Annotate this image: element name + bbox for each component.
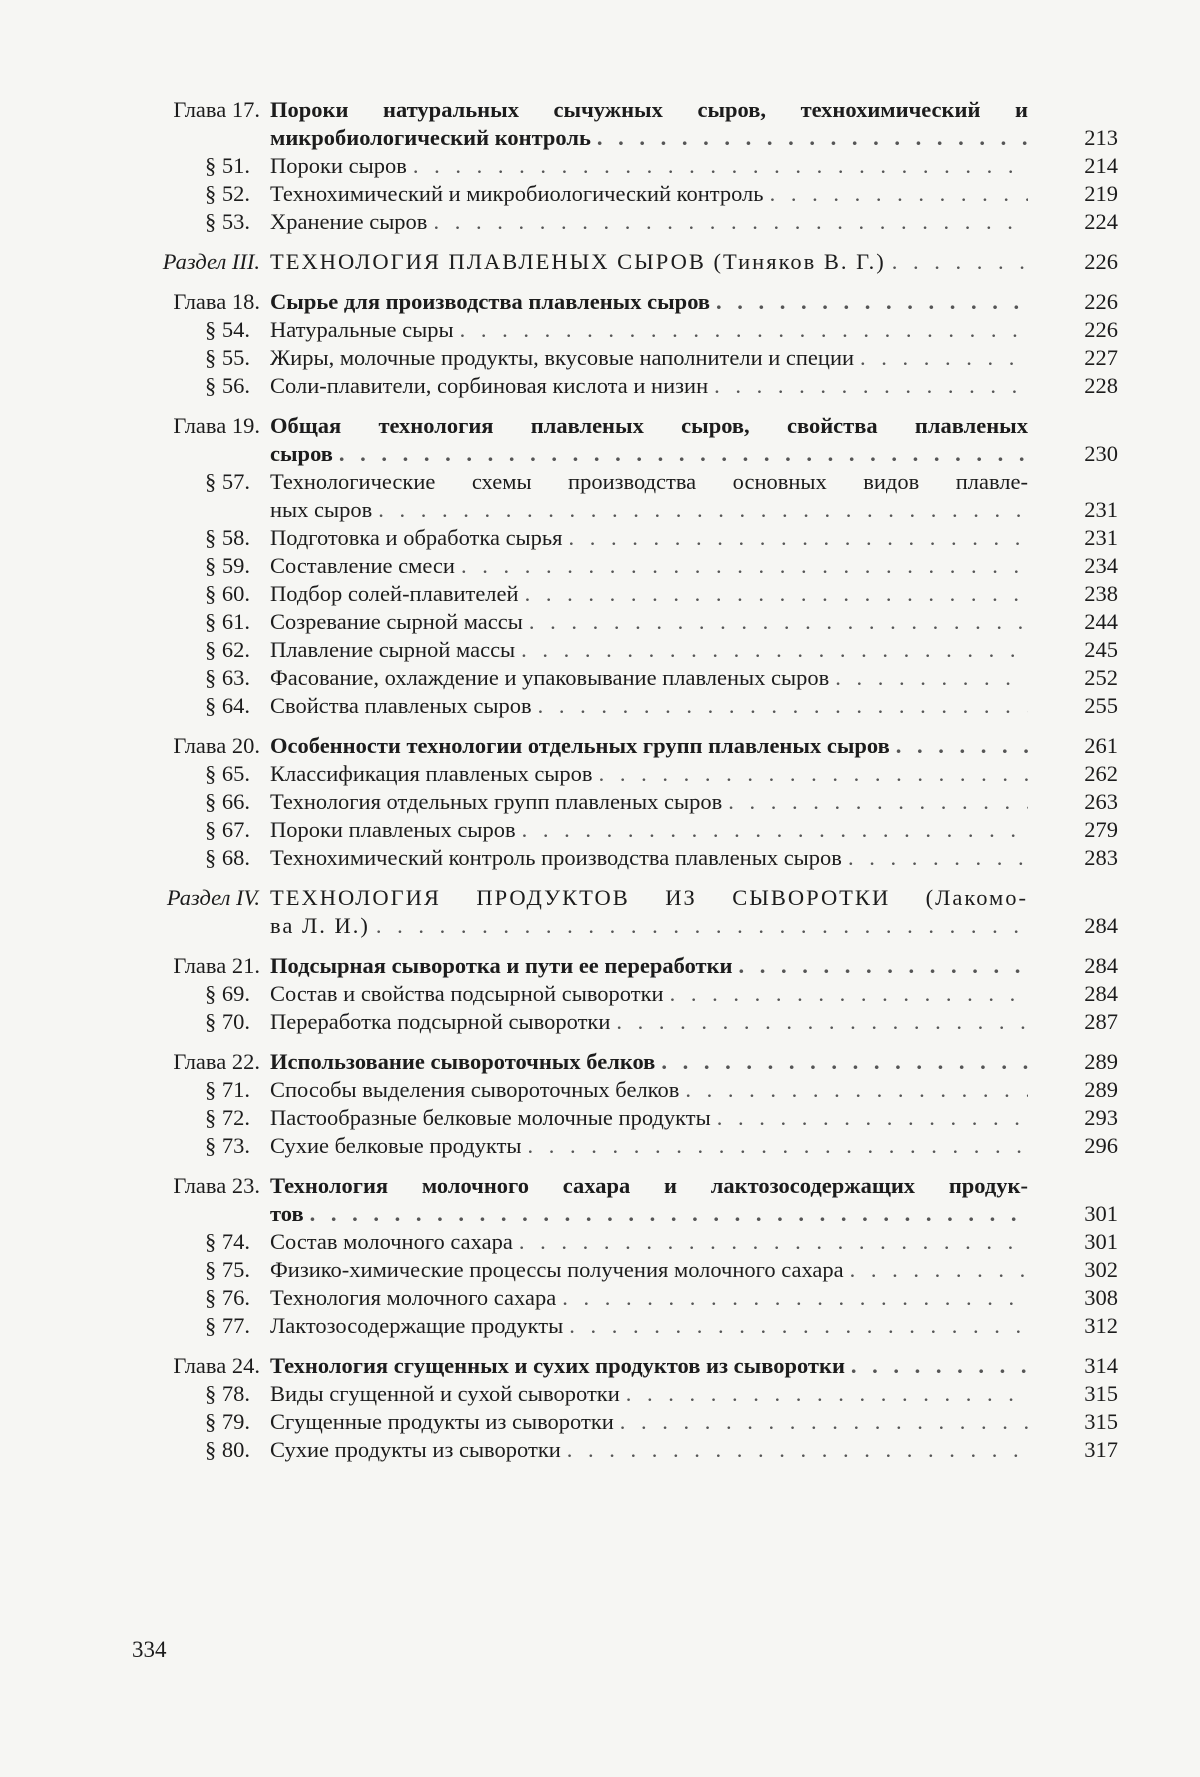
- entry-page-number: 263: [1084, 789, 1118, 814]
- section-number: § 72.: [205, 1105, 250, 1130]
- title-text: Пороки плавленых сыров: [270, 817, 516, 842]
- chapter-title: [270, 96, 1028, 152]
- section-title: [270, 760, 1028, 788]
- section-title: [270, 980, 1028, 1008]
- leader-dots: [626, 1380, 1028, 1408]
- section-title: [270, 1256, 1028, 1284]
- leader-dots: [460, 316, 1028, 344]
- title-text: Лактозосодержащие продукты: [270, 1313, 564, 1338]
- toc-entry-section: [118, 344, 1118, 372]
- section-title: [270, 208, 1028, 236]
- entry-page-number: 302: [1084, 1257, 1118, 1282]
- entry-page-number: 289: [1084, 1077, 1118, 1102]
- toc-entry-section: [118, 1132, 1118, 1160]
- leader-dots: [850, 1256, 1028, 1284]
- entry-page-number: 293: [1084, 1105, 1118, 1130]
- toc-entry-chapter: [118, 288, 1118, 316]
- leader-dots: [860, 344, 1028, 372]
- section-number: § 70.: [205, 1009, 250, 1034]
- title-text: Подсырная сыворотка и пути ее переработки: [270, 953, 733, 978]
- part-number: Раздел III.: [162, 249, 260, 274]
- entry-page-number: 219: [1084, 181, 1118, 206]
- leader-dots: [310, 1200, 1028, 1228]
- leader-dots: [538, 692, 1028, 720]
- toc-entry-chapter: [118, 1048, 1118, 1076]
- toc-entry-chapter: [118, 96, 1118, 152]
- entry-page-number: 262: [1084, 761, 1118, 786]
- chapter-number: Глава 22.: [173, 1049, 260, 1074]
- entry-page-number: 284: [1084, 981, 1118, 1006]
- section-title: [270, 152, 1028, 180]
- leader-dots: [433, 208, 1028, 236]
- title-line: ных сыров: [270, 497, 373, 522]
- title-text: Пастообразные белковые молочные продукты: [270, 1105, 711, 1130]
- leader-dots: [716, 288, 1028, 316]
- title-text: Классификация плавленых сыров: [270, 761, 593, 786]
- leader-dots: [339, 440, 1028, 468]
- title-text: Подготовка и обработка сырья: [270, 525, 563, 550]
- section-title: [270, 1008, 1028, 1036]
- title-text: Технохимический контроль производства плавленых сыров: [270, 845, 842, 870]
- section-title: [270, 608, 1028, 636]
- title-text: Виды сгущенной и сухой сыворотки: [270, 1381, 620, 1406]
- section-title: [270, 372, 1028, 400]
- section-number: § 73.: [205, 1133, 250, 1158]
- section-title: [270, 580, 1028, 608]
- section-number: § 71.: [205, 1077, 250, 1102]
- title-text: Использование сывороточных белков: [270, 1049, 656, 1074]
- leader-dots: [739, 952, 1028, 980]
- entry-page-number: 234: [1084, 553, 1118, 578]
- leader-dots: [835, 664, 1028, 692]
- entry-page-number: 228: [1084, 373, 1118, 398]
- entry-page-number: 289: [1084, 1049, 1118, 1074]
- section-number: § 61.: [205, 609, 250, 634]
- entry-page-number: 315: [1084, 1409, 1118, 1434]
- toc-entry-section: [118, 1256, 1118, 1284]
- leader-dots: [851, 1352, 1028, 1380]
- section-number: § 51.: [205, 153, 250, 178]
- entry-page-number: 231: [1084, 525, 1118, 550]
- entry-page-number: 231: [1084, 497, 1118, 522]
- title-text: Способы выделения сывороточных белков: [270, 1077, 680, 1102]
- toc-entry-section: [118, 788, 1118, 816]
- toc-entry-section: [118, 372, 1118, 400]
- section-title: [270, 1408, 1028, 1436]
- section-title: [270, 316, 1028, 344]
- toc-entry-section: [118, 1076, 1118, 1104]
- entry-page-number: 315: [1084, 1381, 1118, 1406]
- title-text: ТЕХНОЛОГИЯ ПЛАВЛЕНЫХ СЫРОВ (Тиняков В. Г.): [270, 249, 886, 274]
- section-number: § 77.: [205, 1313, 250, 1338]
- section-number: § 64.: [205, 693, 250, 718]
- section-title: [270, 664, 1028, 692]
- section-title: [270, 844, 1028, 872]
- title-text: Фасование, охлаждение и упаковывание плавленых сыров: [270, 665, 830, 690]
- entry-page-number: 255: [1084, 693, 1118, 718]
- section-title: [270, 1380, 1028, 1408]
- chapter-number: Глава 18.: [173, 289, 260, 314]
- leader-dots: [522, 816, 1028, 844]
- toc-entry-section: [118, 664, 1118, 692]
- leader-dots: [670, 980, 1028, 1008]
- section-title: [270, 1284, 1028, 1312]
- section-number: § 62.: [205, 637, 250, 662]
- leader-dots: [461, 552, 1028, 580]
- title-text: Переработка подсырной сыворотки: [270, 1009, 611, 1034]
- title-text: Технохимический и микробиологический контроль: [270, 181, 764, 206]
- leader-dots: [728, 788, 1028, 816]
- title-text: Подбор солей-плавителей: [270, 581, 519, 606]
- chapter-number: Глава 17.: [173, 97, 260, 122]
- title-text: Хранение сыров: [270, 209, 428, 234]
- toc-entry-section: [118, 1408, 1118, 1436]
- title-line: микробиологический контроль: [270, 125, 591, 150]
- section-number: § 53.: [205, 209, 250, 234]
- toc-entry-section: [118, 1380, 1118, 1408]
- entry-page-number: 261: [1084, 733, 1118, 758]
- entry-page-number: 284: [1084, 953, 1118, 978]
- section-number: § 57.: [205, 469, 250, 494]
- leader-dots: [714, 372, 1028, 400]
- leader-dots: [376, 912, 1028, 940]
- title-text: Свойства плавленых сыров: [270, 693, 532, 718]
- title-text: Соли-плавители, сорбиновая кислота и низин: [270, 373, 709, 398]
- section-number: § 59.: [205, 553, 250, 578]
- title-text: Физико-химические процессы получения молочного сахара: [270, 1257, 844, 1282]
- entry-page-number: 284: [1084, 913, 1118, 938]
- entry-page-number: 238: [1084, 581, 1118, 606]
- title-text: Составление смеси: [270, 553, 455, 578]
- leader-dots: [569, 1312, 1028, 1340]
- table-of-contents: [118, 96, 1118, 1464]
- chapter-number: Глава 20.: [173, 733, 260, 758]
- section-title: [270, 816, 1028, 844]
- section-title: [270, 788, 1028, 816]
- toc-entry-part: [118, 248, 1118, 276]
- section-title: [270, 1312, 1028, 1340]
- title-text: Особенности технологии отдельных групп плавленых сыров: [270, 733, 890, 758]
- section-number: § 54.: [205, 317, 250, 342]
- leader-dots: [616, 1008, 1028, 1036]
- leader-dots: [620, 1408, 1028, 1436]
- toc-entry-section: [118, 208, 1118, 236]
- title-text: Технология молочного сахара: [270, 1285, 557, 1310]
- section-title: [270, 692, 1028, 720]
- title-line: Технологические схемы производства основных видов плавле-: [270, 469, 1028, 494]
- entry-page-number: 279: [1084, 817, 1118, 842]
- section-number: § 75.: [205, 1257, 250, 1282]
- toc-entry-section: [118, 1284, 1118, 1312]
- part-title: [270, 248, 1028, 276]
- title-line: тов: [270, 1201, 304, 1226]
- leader-dots: [599, 760, 1028, 788]
- toc-entry-section: [118, 844, 1118, 872]
- section-title: [270, 468, 1028, 524]
- entry-page-number: 296: [1084, 1133, 1118, 1158]
- section-title: [270, 1132, 1028, 1160]
- leader-dots: [378, 496, 1028, 524]
- toc-entry-section: [118, 608, 1118, 636]
- toc-entry-section: [118, 316, 1118, 344]
- section-number: § 76.: [205, 1285, 250, 1310]
- section-title: [270, 552, 1028, 580]
- section-number: § 60.: [205, 581, 250, 606]
- section-number: § 74.: [205, 1229, 250, 1254]
- section-number: § 78.: [205, 1381, 250, 1406]
- toc-entry-section: [118, 580, 1118, 608]
- title-text: Состав молочного сахара: [270, 1229, 513, 1254]
- title-text: Сырье для производства плавленых сыров: [270, 289, 711, 314]
- section-number: § 67.: [205, 817, 250, 842]
- section-number: § 80.: [205, 1437, 250, 1462]
- chapter-title: [270, 288, 1028, 316]
- part-number: Раздел IV.: [166, 885, 260, 910]
- title-line: Общая технология плавленых сыров, свойства плавленых: [270, 413, 1028, 438]
- entry-page-number: 287: [1084, 1009, 1118, 1034]
- section-number: § 69.: [205, 981, 250, 1006]
- chapter-title: [270, 952, 1028, 980]
- entry-page-number: 301: [1084, 1229, 1118, 1254]
- toc-entry-section: [118, 524, 1118, 552]
- leader-dots: [529, 608, 1028, 636]
- entry-page-number: 226: [1084, 317, 1118, 342]
- toc-entry-chapter: [118, 732, 1118, 760]
- title-text: Технология сгущенных и сухих продуктов из сыворотки: [270, 1353, 845, 1378]
- title-line: Пороки натуральных сычужных сыров, технохимический и: [270, 97, 1028, 122]
- toc-entry-section: [118, 1228, 1118, 1256]
- toc-entry-section: [118, 816, 1118, 844]
- toc-entry-section: [118, 760, 1118, 788]
- section-number: § 55.: [205, 345, 250, 370]
- entry-page-number: 224: [1084, 209, 1118, 234]
- entry-page-number: 226: [1084, 249, 1118, 274]
- leader-dots: [848, 844, 1028, 872]
- entry-page-number: 283: [1084, 845, 1118, 870]
- title-text: Сгущенные продукты из сыворотки: [270, 1409, 614, 1434]
- toc-entry-section: [118, 636, 1118, 664]
- section-title: [270, 636, 1028, 664]
- entry-page-number: 214: [1084, 153, 1118, 178]
- leader-dots: [896, 732, 1028, 760]
- section-title: [270, 1076, 1028, 1104]
- section-title: [270, 524, 1028, 552]
- chapter-number: Глава 23.: [173, 1173, 260, 1198]
- leader-dots: [562, 1284, 1028, 1312]
- entry-page-number: 226: [1084, 289, 1118, 314]
- title-line: ва Л. И.): [270, 913, 370, 938]
- title-text: Сухие белковые продукты: [270, 1133, 522, 1158]
- toc-entry-section: [118, 552, 1118, 580]
- toc-entry-section: [118, 180, 1118, 208]
- leader-dots: [528, 1132, 1028, 1160]
- entry-page-number: 230: [1084, 441, 1118, 466]
- title-line: Технология молочного сахара и лактозосодержащих продук-: [270, 1173, 1028, 1198]
- part-title: [270, 884, 1028, 940]
- toc-entry-part: [118, 884, 1118, 940]
- leader-dots: [413, 152, 1028, 180]
- section-title: [270, 180, 1028, 208]
- section-title: [270, 344, 1028, 372]
- section-number: § 63.: [205, 665, 250, 690]
- title-line: ТЕХНОЛОГИЯ ПРОДУКТОВ ИЗ СЫВОРОТКИ (Лакомо-: [270, 885, 1028, 910]
- section-number: § 58.: [205, 525, 250, 550]
- section-number: § 52.: [205, 181, 250, 206]
- entry-page-number: 245: [1084, 637, 1118, 662]
- section-number: § 65.: [205, 761, 250, 786]
- entry-page-number: 314: [1084, 1353, 1118, 1378]
- entry-page-number: 244: [1084, 609, 1118, 634]
- leader-dots: [519, 1228, 1028, 1256]
- entry-page-number: 312: [1084, 1313, 1118, 1338]
- leader-dots: [892, 248, 1028, 276]
- entry-page-number: 308: [1084, 1285, 1118, 1310]
- title-text: Сухие продукты из сыворотки: [270, 1437, 561, 1462]
- toc-entry-section: [118, 1104, 1118, 1132]
- toc-entry-section: [118, 980, 1118, 1008]
- toc-entry-section: [118, 468, 1118, 524]
- page-number: 334: [132, 1637, 167, 1662]
- chapter-number: Глава 24.: [173, 1353, 260, 1378]
- leader-dots: [770, 180, 1028, 208]
- toc-entry-section: [118, 692, 1118, 720]
- section-title: [270, 1228, 1028, 1256]
- leader-dots: [567, 1436, 1028, 1464]
- chapter-title: [270, 1352, 1028, 1380]
- title-text: Созревание сырной массы: [270, 609, 523, 634]
- entry-page-number: 252: [1084, 665, 1118, 690]
- section-number: § 66.: [205, 789, 250, 814]
- leader-dots: [661, 1048, 1028, 1076]
- chapter-title: [270, 1172, 1028, 1228]
- leader-dots: [717, 1104, 1028, 1132]
- section-title: [270, 1104, 1028, 1132]
- toc-entry-chapter: [118, 1352, 1118, 1380]
- title-text: Пороки сыров: [270, 153, 407, 178]
- section-number: § 56.: [205, 373, 250, 398]
- section-title: [270, 1436, 1028, 1464]
- entry-page-number: 317: [1084, 1437, 1118, 1462]
- toc-entry-chapter: [118, 1172, 1118, 1228]
- section-number: § 68.: [205, 845, 250, 870]
- entry-page-number: 227: [1084, 345, 1118, 370]
- title-text: Технология отдельных групп плавленых сыров: [270, 789, 723, 814]
- title-text: Состав и свойства подсырной сыворотки: [270, 981, 664, 1006]
- toc-entry-section: [118, 152, 1118, 180]
- chapter-number: Глава 19.: [173, 413, 260, 438]
- toc-entry-chapter: [118, 952, 1118, 980]
- chapter-title: [270, 412, 1028, 468]
- toc-entry-section: [118, 1436, 1118, 1464]
- chapter-title: [270, 1048, 1028, 1076]
- toc-entry-chapter: [118, 412, 1118, 468]
- leader-dots: [569, 524, 1028, 552]
- title-text: Жиры, молочные продукты, вкусовые наполнители и специи: [270, 345, 855, 370]
- entry-page-number: 213: [1084, 125, 1118, 150]
- toc-entry-section: [118, 1312, 1118, 1340]
- leader-dots: [597, 124, 1028, 152]
- title-text: Плавление сырной массы: [270, 637, 516, 662]
- toc-entry-section: [118, 1008, 1118, 1036]
- entry-page-number: 301: [1084, 1201, 1118, 1226]
- leader-dots: [685, 1076, 1028, 1104]
- title-text: Натуральные сыры: [270, 317, 454, 342]
- leader-dots: [525, 580, 1028, 608]
- chapter-title: [270, 732, 1028, 760]
- section-number: § 79.: [205, 1409, 250, 1434]
- title-line: сыров: [270, 441, 333, 466]
- chapter-number: Глава 21.: [173, 953, 260, 978]
- leader-dots: [521, 636, 1028, 664]
